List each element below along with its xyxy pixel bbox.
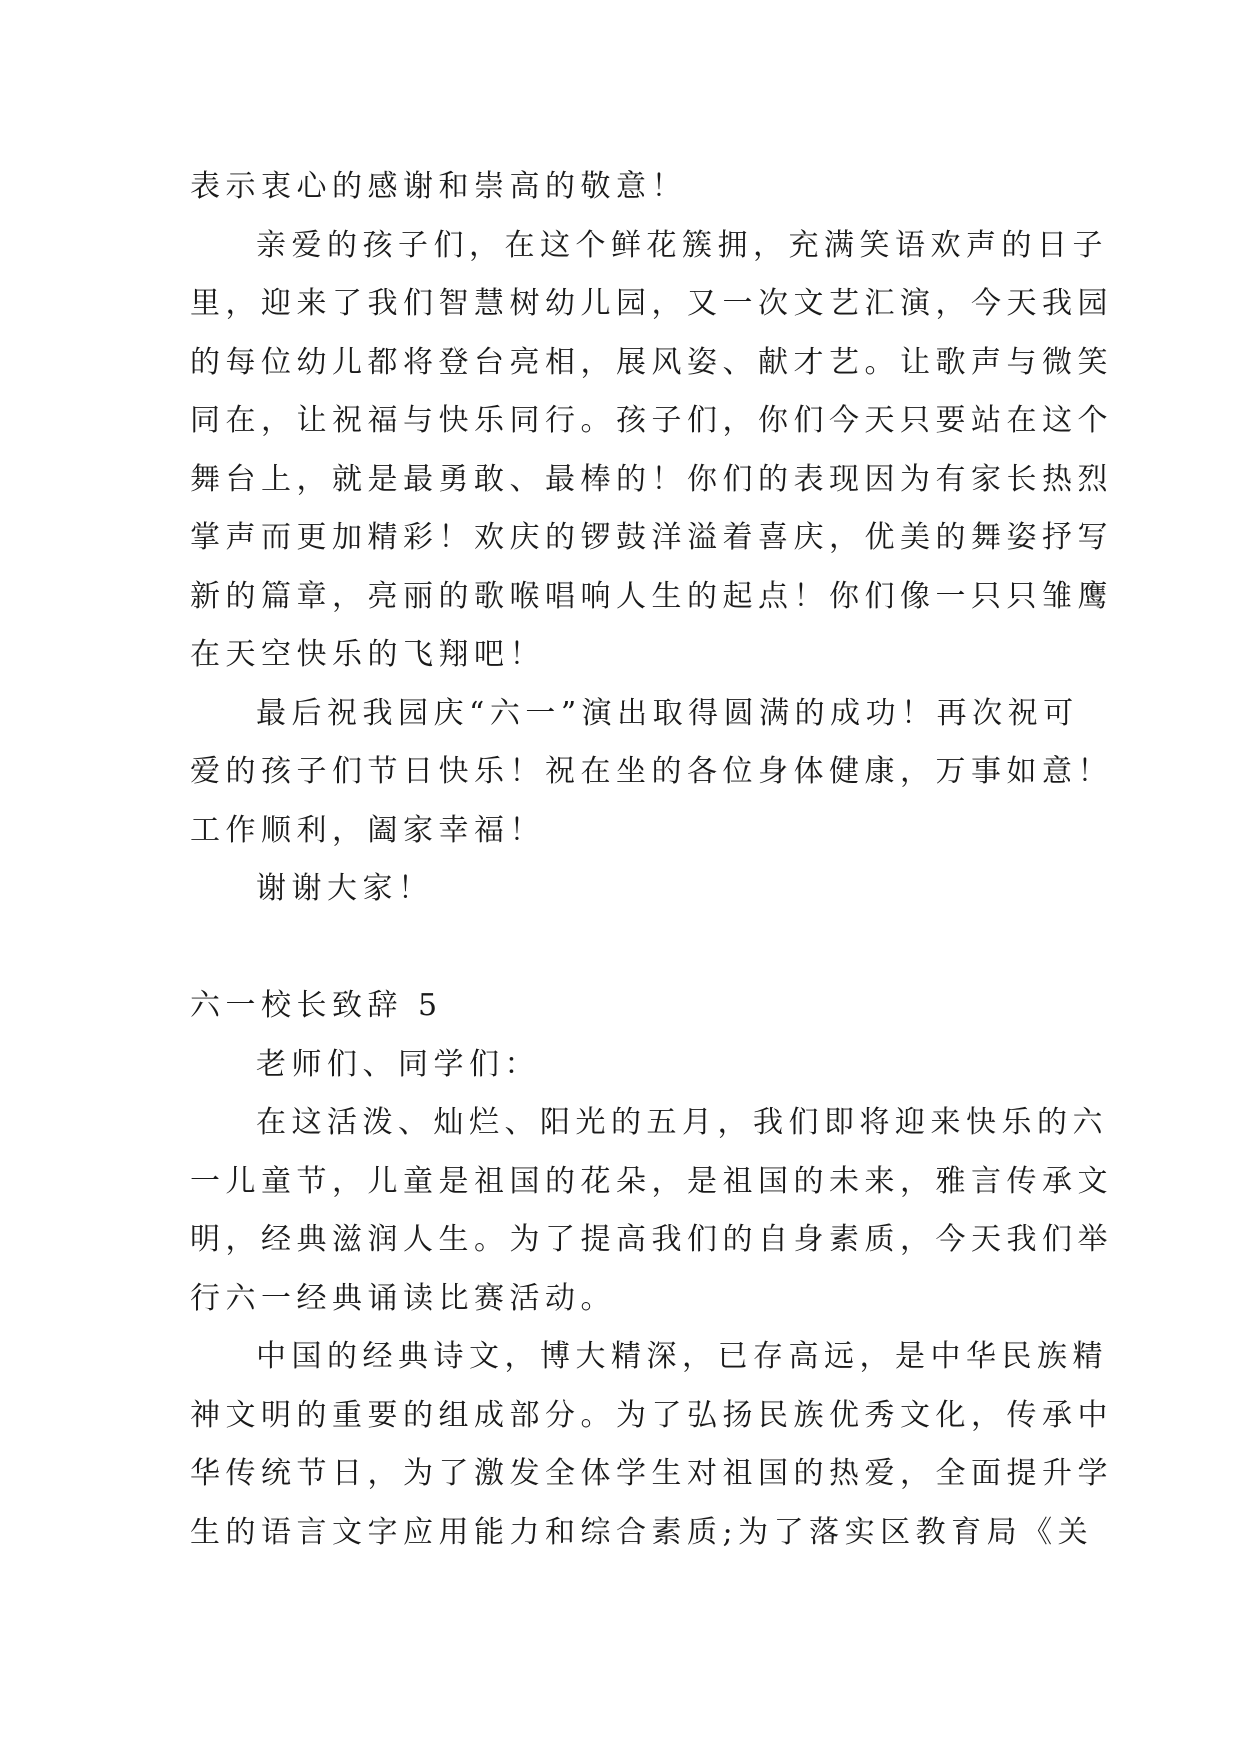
document-body: [190, 158, 1113, 1562]
text-line: 在这活泼、灿烂、阳光的五月，我们即将迎来快乐的六: [256, 1105, 1108, 1140]
text-line: 同在，让祝福与快乐同行。孩子们，你们今天只要站在这个: [190, 403, 1113, 438]
text-line: 在天空快乐的飞翔吧！: [190, 637, 545, 672]
text-line: 谢谢大家！: [256, 871, 434, 906]
text-line: 一儿童节，儿童是祖国的花朵，是祖国的未来，雅言传承文: [190, 1163, 1113, 1199]
text-line: 里，迎来了我们智慧树幼儿园，又一次文艺汇演，今天我园: [190, 286, 1113, 321]
text-line: 六一校长致辞 5: [190, 988, 443, 1023]
text-line: 工作顺利，阖家幸福！: [190, 812, 545, 848]
text-line: 神文明的重要的组成部分。为了弘扬民族优秀文化，传承中: [190, 1397, 1113, 1433]
text-line: 舞台上，就是最勇敢、最棒的！你们的表现因为有家长热烈: [190, 461, 1113, 497]
text-line: 表示衷心的感谢和崇高的敬意！: [190, 169, 687, 204]
text-line: 爱的孩子们节日快乐！祝在坐的各位身体健康，万事如意！: [190, 754, 1113, 789]
text-line: 生的语言文字应用能力和综合素质;为了落实区教育局《关: [190, 1514, 1094, 1550]
text-line: 明，经典滋润人生。为了提高我们的自身素质，今天我们举: [190, 1222, 1113, 1257]
text-line: 行六一经典诵读比赛活动。: [190, 1280, 616, 1316]
text-line: 掌声而更加精彩！欢庆的锣鼓洋溢着喜庆，优美的舞姿抒写: [190, 520, 1113, 555]
text-line: 华传统节日，为了激发全体学生对祖国的热爱，全面提升学: [190, 1456, 1113, 1491]
blank-line: [190, 919, 1070, 978]
text-line: 最后祝我园庆“六一”演出取得圆满的成功！再次祝可: [256, 695, 1079, 731]
text-line: 老师们、同学们：: [256, 1046, 540, 1082]
text-line: 的每位幼儿都将登台亮相，展风姿、献才艺。让歌声与微笑: [190, 344, 1113, 380]
text-line: 新的篇章，亮丽的歌喉唱响人生的起点！你们像一只只雏鹰: [190, 578, 1113, 614]
text-line: 亲爱的孩子们，在这个鲜花簇拥，充满笑语欢声的日子: [256, 227, 1108, 263]
text-line: 中国的经典诗文，博大精深，已存高远，是中华民族精: [256, 1339, 1108, 1374]
